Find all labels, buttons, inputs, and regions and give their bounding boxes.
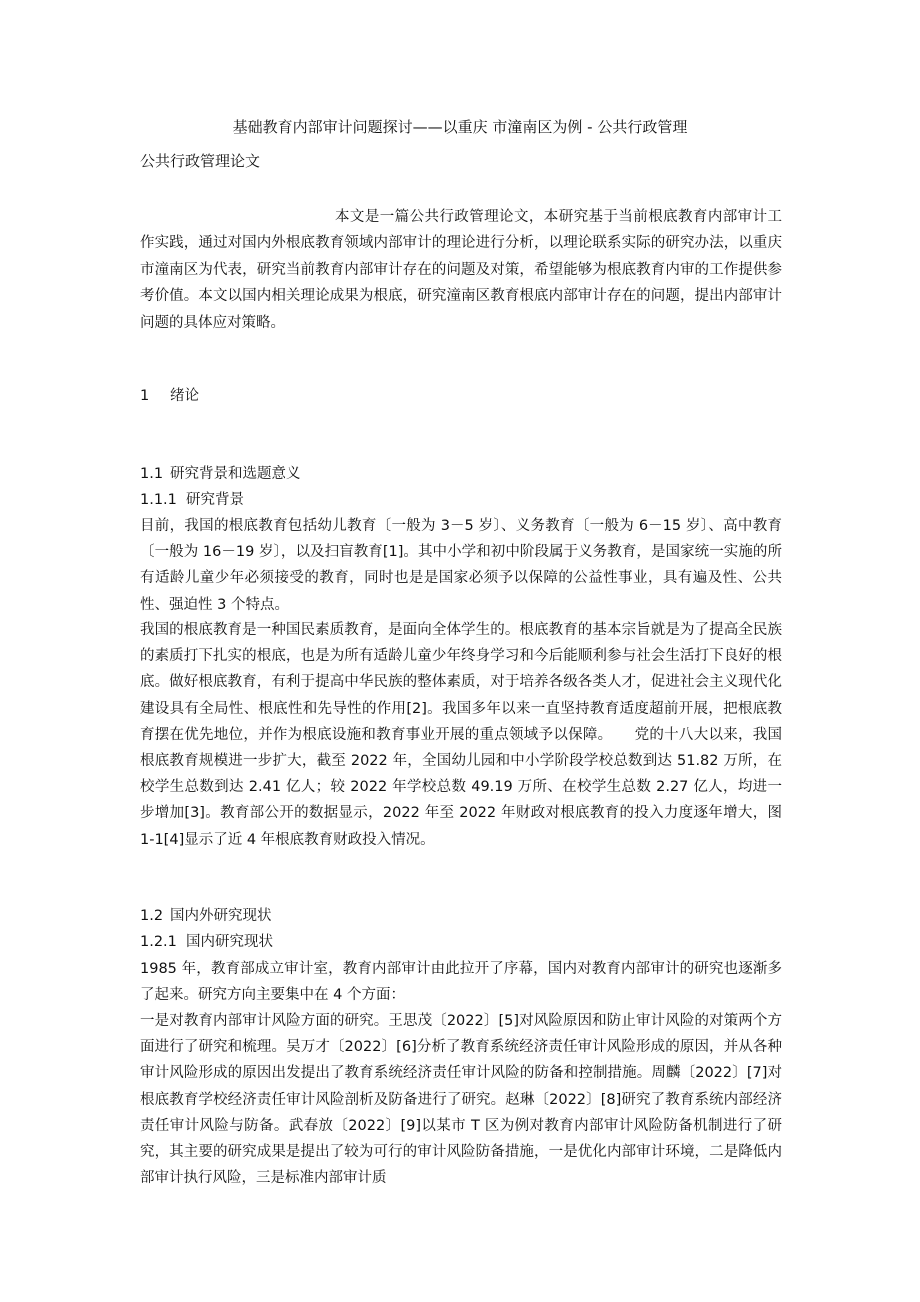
section-title: 国内研究现状 — [186, 934, 273, 950]
section-number: 1.2 — [140, 908, 164, 924]
section-heading-1-1-1 — [140, 489, 244, 511]
section-number: 1.1 — [140, 466, 164, 482]
body-paragraph: 目前，我国的根底教育包括幼儿教育〔一般为 3－5 岁〕、义务教育〔一般为 6－15 岁〕、高中教育〔一般为 16－19 岁〕，以及扫盲教育[1]。其中小学和初中阶段属于义务教育，是国家统一实施的所有适龄儿童少年必须接受的教育，同时也是是国家必须予以保障的公益性事业，具有遍及性、公共性、强迫性 3 个特点。 — [140, 518, 782, 613]
section-title: 绪论 — [170, 388, 199, 404]
body-paragraph: 我国的根底教育是一种国民素质教育，是面向全体学生的。根底教育的基本宗旨就是为了提高全民族的素质打下扎实的根底，也是为所有适龄儿童少年终身学习和今后能顺利参与社会生活打下良好的根底。做好根底教育，有利于提高中华民族的整体素质，对于培养各级各类人才，促进社会主义现代化建设具有全局性、根底性和先导性的作用[2]。我国多年以来一直坚持教育适度超前开展，把根底教育摆在优先地位，并作为根底设施和教育事业开展的重点领域予以保障。 党的十八大以来，我国根底教育规模进一步扩大，截至 2022 年，全国幼儿园和中小学阶段学校总数到达 51.82 万所，在校学生总数到达 2.41 亿人；较 2022 年学校总数 49.19 万所、在校学生总数 2.27 亿人，均进一步增加[3]。教育部公开的数据显示，2022 年至 2022 年财政对根底教育的投入力度逐年增大，图 1-1[4]显示了近 4 年根底教育财政投入情况。 — [140, 622, 782, 848]
section-title: 研究背景和选题意义 — [170, 466, 301, 482]
section-number: 1.1.1 — [140, 492, 177, 508]
section-number: 1.2.1 — [140, 934, 177, 950]
document-category: 公共行政管理论文 — [140, 152, 261, 170]
section-heading-1-2 — [140, 905, 272, 927]
section-heading-1-2-1 — [140, 931, 273, 953]
document-title: 基础教育内部审计问题探讨——以重庆 市潼南区为例 - 公共行政管理 — [232, 118, 688, 136]
section-title: 国内外研究现状 — [170, 908, 272, 924]
abstract-paragraph: 本文是一篇公共行政管理论文，本研究基于当前根底教育内部审计工作实践，通过对国内外根底教育领域内部审计的理论进行分析，以理论联系实际的研究办法，以重庆市潼南区为代表，研究当前教育内部审计存在的问题及对策，希望能够为根底教育内审的工作提供参考价值。本文以国内相关理论成果为根底，研究潼南区教育根底内部审计存在的问题，提出内部审计问题的具体应对策略。 — [140, 209, 782, 331]
section-heading-1 — [140, 385, 199, 407]
section-title: 研究背景 — [186, 492, 244, 508]
body-paragraph: 1985 年，教育部成立审计室，教育内部审计由此拉开了序幕，国内对教育内部审计的研究也逐渐多了起来。研究方向主要集中在 4 个方面： — [140, 961, 782, 1004]
body-paragraph: 一是对教育内部审计风险方面的研究。王思茂〔2022〕[5]对风险原因和防止审计风险的对策两个方面进行了研究和梳理。吴万才〔2022〕[6]分析了教育系统经济责任审计风险形成的原因，并从各种审计风险形成的原因出发提出了教育系统经济责任审计风险的防备和控制措施。周麟〔2022〕[7]对根底教育学校经济责任审计风险剖析及防备进行了研究。赵琳〔2022〕[8]研究了教育系统内部经济责任审计风险与防备。武春放〔2022〕[9]以某市 T 区为例对教育内部审计风险防备机制进行了研究，其主要的研究成果是提出了较为可行的审计风险防备措施，一是优化内部审计环境，二是降低内部审计执行风险，三是标准内部审计质 — [140, 1013, 782, 1187]
section-heading-1-1 — [140, 463, 301, 485]
section-number: 1 — [140, 388, 150, 404]
